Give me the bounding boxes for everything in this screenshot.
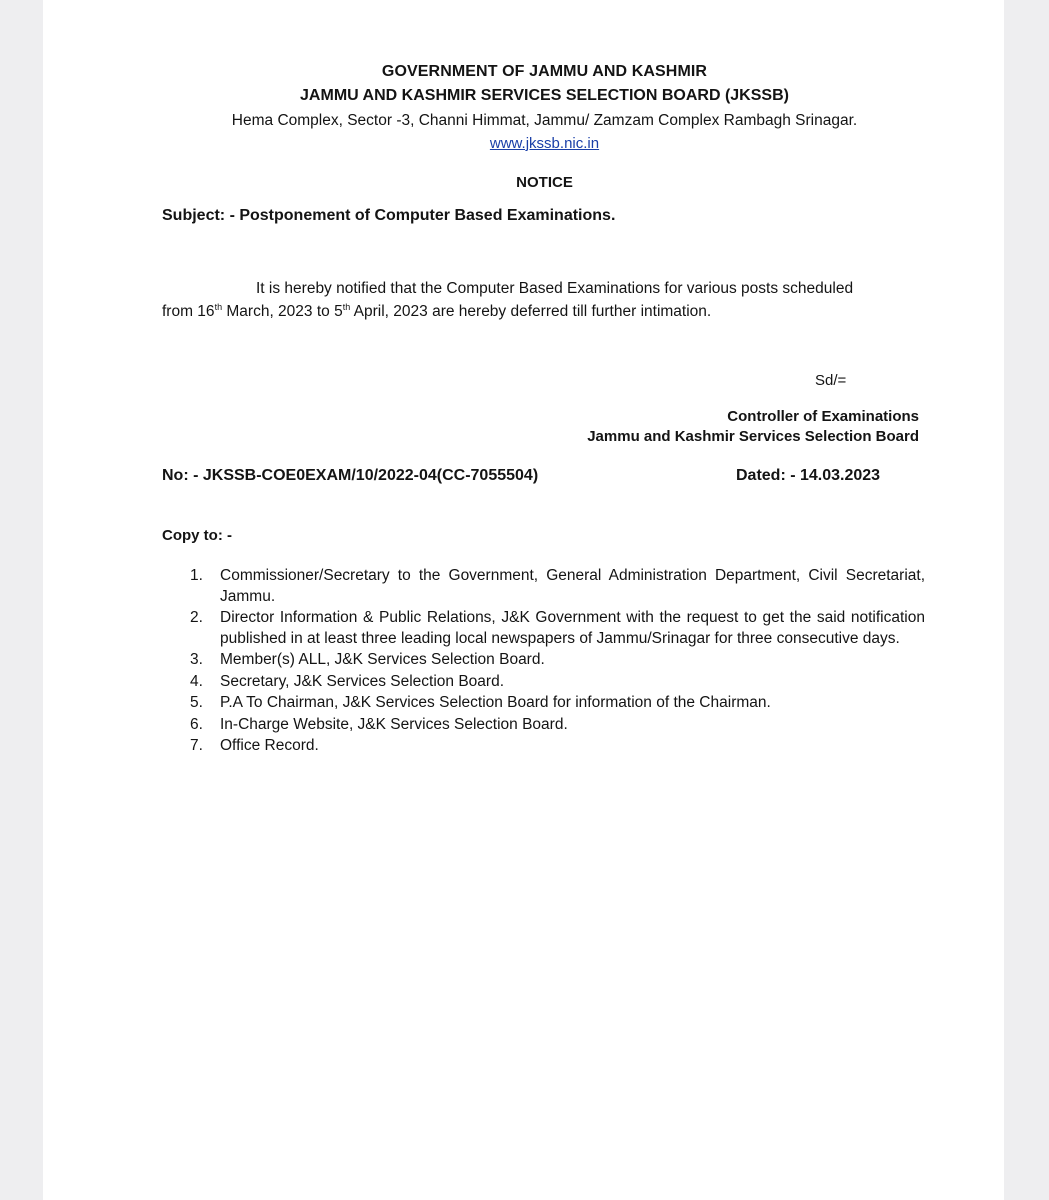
body-text-part-1: from 16 [162, 303, 215, 320]
list-item [190, 566, 925, 607]
list-item-number: 1. [190, 567, 203, 584]
list-item-number: 5. [190, 694, 203, 711]
website-link[interactable]: www.jkssb.nic.in [489, 135, 600, 152]
signatory-organisation: Jammu and Kashmir Services Selection Board [587, 428, 919, 445]
list-item-text: Office Record. [220, 737, 319, 754]
body-text-part-2: March, 2023 to 5 [222, 303, 343, 320]
list-item [190, 736, 925, 757]
reference-date: Dated: - 14.03.2023 [736, 467, 881, 484]
list-item [190, 693, 925, 714]
ordinal-suffix-2: th [342, 302, 351, 312]
list-item [190, 650, 925, 671]
list-item-text: In-Charge Website, J&K Services Selection Board. [220, 715, 568, 733]
list-item-text: P.A To Chairman, J&K Services Selection Board for information of the Chairman. [220, 694, 771, 711]
list-item-text: Director Information & Public Relations, J&K Government with the request to get the said notification published in at least three leading local newspapers of Jammu/Srinagar for three consecutive days. [220, 609, 925, 647]
board-heading: JAMMU AND KASHMIR SERVICES SELECTION BOARD (JKSSB) [300, 87, 789, 104]
list-item-text: Member(s) ALL, J&K Services Selection Board. [220, 651, 545, 668]
list-item [190, 672, 925, 693]
board-address: Hema Complex, Sector -3, Channi Himmat, Jammu/ Zamzam Complex Rambagh Srinagar. [231, 112, 858, 129]
notice-subject: Subject: - Postponement of Computer Based Examinations. [162, 207, 616, 224]
notice-body-line-1: It is hereby notified that the Computer Based Examinations for various posts scheduled [256, 280, 854, 297]
signatory-designation: Controller of Examinations [727, 408, 919, 425]
list-item-number: 4. [190, 672, 203, 690]
list-item-number: 7. [190, 737, 203, 754]
list-item [190, 715, 925, 736]
ordinal-suffix-1: th [214, 302, 223, 312]
list-item-number: 2. [190, 609, 203, 626]
list-item-number: 3. [190, 651, 203, 668]
signature-sd: Sd/= [815, 372, 847, 389]
list-item-text: Secretary, J&K Services Selection Board. [220, 672, 505, 690]
list-item-number: 6. [190, 715, 203, 733]
copy-to-list [190, 566, 925, 758]
notice-heading: NOTICE [516, 174, 573, 191]
body-text-part-3: April, 2023 are hereby deferred till further intimation. [350, 303, 712, 320]
copy-to-heading: Copy to: - [162, 527, 232, 544]
government-heading: GOVERNMENT OF JAMMU AND KASHMIR [381, 63, 708, 80]
list-item-text: Commissioner/Secretary to the Government, General Administration Department, Civil Secretariat, Jammu. [220, 567, 925, 605]
notice-body-line-2 [162, 303, 711, 321]
list-item [190, 608, 925, 649]
reference-number: No: - JKSSB-COE0EXAM/10/2022-04(CC-7055504) [162, 467, 539, 484]
